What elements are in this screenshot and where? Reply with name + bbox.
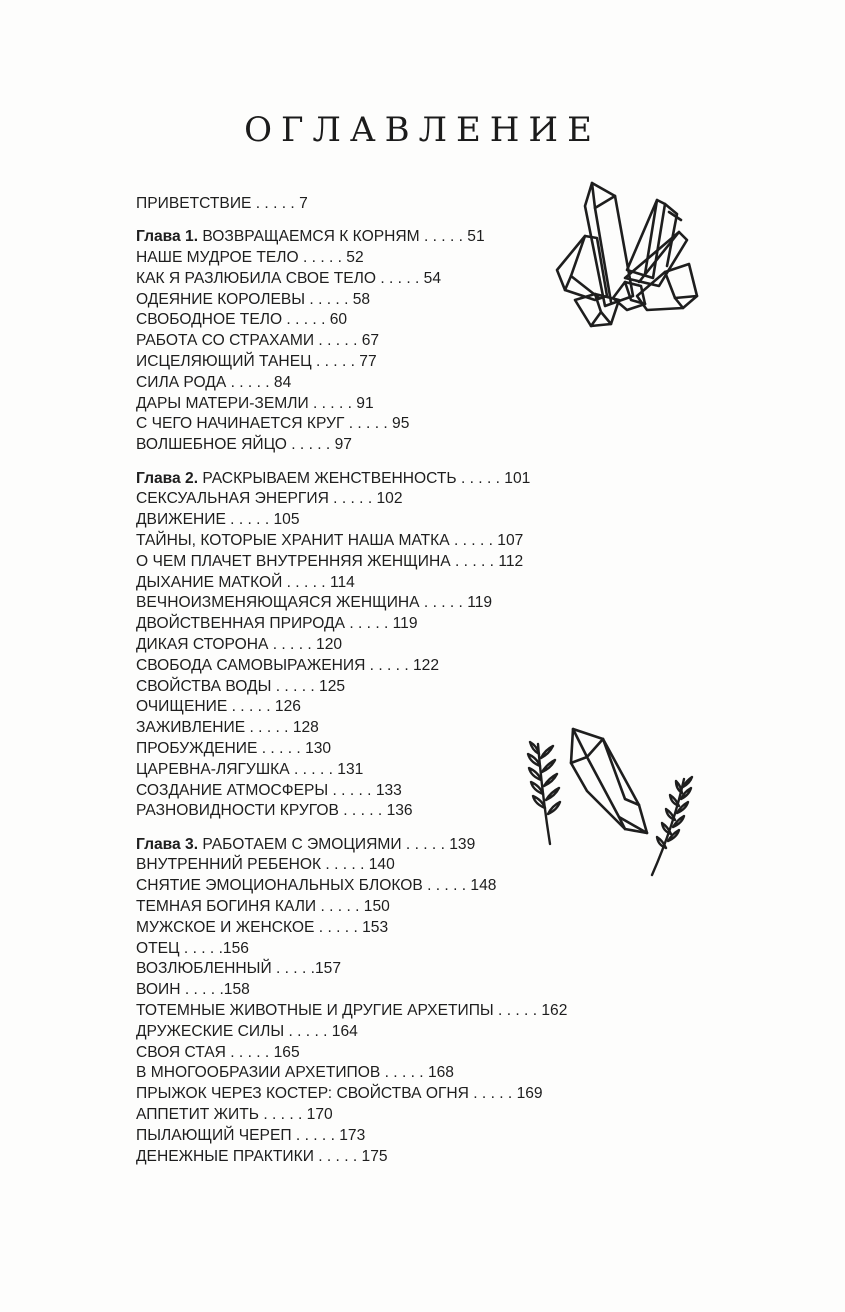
page-title: ОГЛАВЛЕНИЕ xyxy=(244,110,601,150)
toc-entry[interactable]: ВОИН . . . . .158 xyxy=(136,981,250,999)
toc-entry[interactable]: ВЕЧНОИЗМЕНЯЮЩАЯСЯ ЖЕНЩИНА . . . . . 119 xyxy=(136,594,493,612)
toc-entry[interactable]: ЦАРЕВНА-ЛЯГУШКА . . . . . 131 xyxy=(136,760,364,778)
toc-entry[interactable]: НАШЕ МУДРОЕ ТЕЛО . . . . . 52 xyxy=(136,249,364,267)
toc-entry[interactable]: ТАЙНЫ, КОТОРЫЕ ХРАНИТ НАША МАТКА . . . . . 107 xyxy=(136,531,524,549)
toc-entry[interactable]: СИЛА РОДА . . . . . 84 xyxy=(136,373,292,391)
toc-entry[interactable]: КАК Я РАЗЛЮБИЛА СВОЕ ТЕЛО . . . . . 54 xyxy=(136,269,442,287)
toc-entry[interactable]: ОТЕЦ . . . . .156 xyxy=(136,939,249,957)
table-of-contents xyxy=(136,194,616,1167)
chapter-title: РАБОТАЕМ С ЭМОЦИЯМИ . . . . . 139 xyxy=(202,835,476,853)
toc-entry[interactable]: ПЫЛАЮЩИЙ ЧЕРЕП . . . . . 173 xyxy=(136,1126,366,1144)
toc-entry[interactable]: ВОЗЛЮБЛЕННЫЙ . . . . .157 xyxy=(136,960,341,978)
toc-entry[interactable]: СВОБОДА САМОВЫРАЖЕНИЯ . . . . . 122 xyxy=(136,656,440,674)
chapter-heading[interactable] xyxy=(136,227,616,248)
chapter-heading[interactable] xyxy=(136,469,616,490)
chapter-label: Глава 3. xyxy=(136,835,199,853)
chapter-title: РАСКРЫВАЕМ ЖЕНСТВЕННОСТЬ . . . . . 101 xyxy=(202,469,531,487)
toc-entry[interactable]: ТОТЕМНЫЕ ЖИВОТНЫЕ И ДРУГИЕ АРХЕТИПЫ . . . . . 162 xyxy=(136,1001,568,1019)
toc-entry[interactable]: ОЧИЩЕНИЕ . . . . . 126 xyxy=(136,698,301,716)
toc-entry-greeting[interactable]: ПРИВЕТСТВИЕ . . . . . 7 xyxy=(136,195,308,212)
toc-entry[interactable]: МУЖСКОЕ И ЖЕНСКОЕ . . . . . 153 xyxy=(136,918,389,936)
crystal-cluster-icon xyxy=(555,178,700,328)
toc-entry[interactable]: ПРОБУЖДЕНИЕ . . . . . 130 xyxy=(136,739,332,757)
chapters-list xyxy=(136,227,616,1167)
toc-entry[interactable]: ДВИЖЕНИЕ . . . . . 105 xyxy=(136,511,300,529)
toc-entry[interactable]: ВНУТРЕННИЙ РЕБЕНОК . . . . . 140 xyxy=(136,856,395,874)
toc-entry[interactable]: РАБОТА СО СТРАХАМИ . . . . . 67 xyxy=(136,332,380,350)
toc-entry[interactable]: ДРУЖЕСКИЕ СИЛЫ . . . . . 164 xyxy=(136,1022,358,1040)
toc-entry[interactable]: ДАРЫ МАТЕРИ-ЗЕМЛИ . . . . . 91 xyxy=(136,394,374,412)
toc-entry[interactable]: СНЯТИЕ ЭМОЦИОНАЛЬНЫХ БЛОКОВ . . . . . 148 xyxy=(136,877,497,895)
toc-entry[interactable]: ДЫХАНИЕ МАТКОЙ . . . . . 114 xyxy=(136,573,355,591)
toc-entry[interactable]: В МНОГООБРАЗИИ АРХЕТИПОВ . . . . . 168 xyxy=(136,1064,454,1082)
toc-entry[interactable]: С ЧЕГО НАЧИНАЕТСЯ КРУГ . . . . . 95 xyxy=(136,415,410,433)
chapter-title: ВОЗВРАЩАЕМСЯ К КОРНЯМ . . . . . 51 xyxy=(202,228,485,246)
toc-entry[interactable]: ИСЦЕЛЯЮЩИЙ ТАНЕЦ . . . . . 77 xyxy=(136,353,377,371)
sprig-icon xyxy=(522,738,562,848)
toc-entry[interactable]: АППЕТИТ ЖИТЬ . . . . . 170 xyxy=(136,1105,333,1123)
toc-entry[interactable]: ПРЫЖОК ЧЕРЕЗ КОСТЕР: СВОЙСТВА ОГНЯ . . . . . 169 xyxy=(136,1085,543,1103)
toc-entry[interactable]: ЗАЖИВЛЕНИЕ . . . . . 128 xyxy=(136,719,319,737)
crystal-icon xyxy=(565,725,655,840)
toc-entry[interactable]: О ЧЕМ ПЛАЧЕТ ВНУТРЕННЯЯ ЖЕНЩИНА . . . . . 112 xyxy=(136,552,524,570)
toc-entry[interactable]: ДЕНЕЖНЫЕ ПРАКТИКИ . . . . . 175 xyxy=(136,1147,388,1165)
toc-entry[interactable]: ВОЛШЕБНОЕ ЯЙЦО . . . . . 97 xyxy=(136,436,352,454)
toc-entry[interactable]: ДВОЙСТВЕННАЯ ПРИРОДА . . . . . 119 xyxy=(136,615,418,633)
toc-entry[interactable]: СВОЙСТВА ВОДЫ . . . . . 125 xyxy=(136,677,346,695)
toc-entry[interactable]: ТЕМНАЯ БОГИНЯ КАЛИ . . . . . 150 xyxy=(136,898,390,915)
toc-entry[interactable]: СВОЯ СТАЯ . . . . . 165 xyxy=(136,1043,300,1061)
toc-entry[interactable]: СОЗДАНИЕ АТМОСФЕРЫ . . . . . 133 xyxy=(136,781,402,799)
toc-entry[interactable]: СВОБОДНОЕ ТЕЛО . . . . . 60 xyxy=(136,311,348,329)
sprig-icon xyxy=(646,775,694,880)
toc-entry[interactable]: СЕКСУАЛЬНАЯ ЭНЕРГИЯ . . . . . 102 xyxy=(136,490,403,508)
toc-entry[interactable]: ОДЕЯНИЕ КОРОЛЕВЫ . . . . . 58 xyxy=(136,290,371,308)
toc-entry[interactable]: ДИКАЯ СТОРОНА . . . . . 120 xyxy=(136,635,343,653)
chapter-label: Глава 2. xyxy=(136,469,199,487)
chapter-label: Глава 1. xyxy=(136,228,199,246)
toc-entry[interactable]: РАЗНОВИДНОСТИ КРУГОВ . . . . . 136 xyxy=(136,802,413,820)
